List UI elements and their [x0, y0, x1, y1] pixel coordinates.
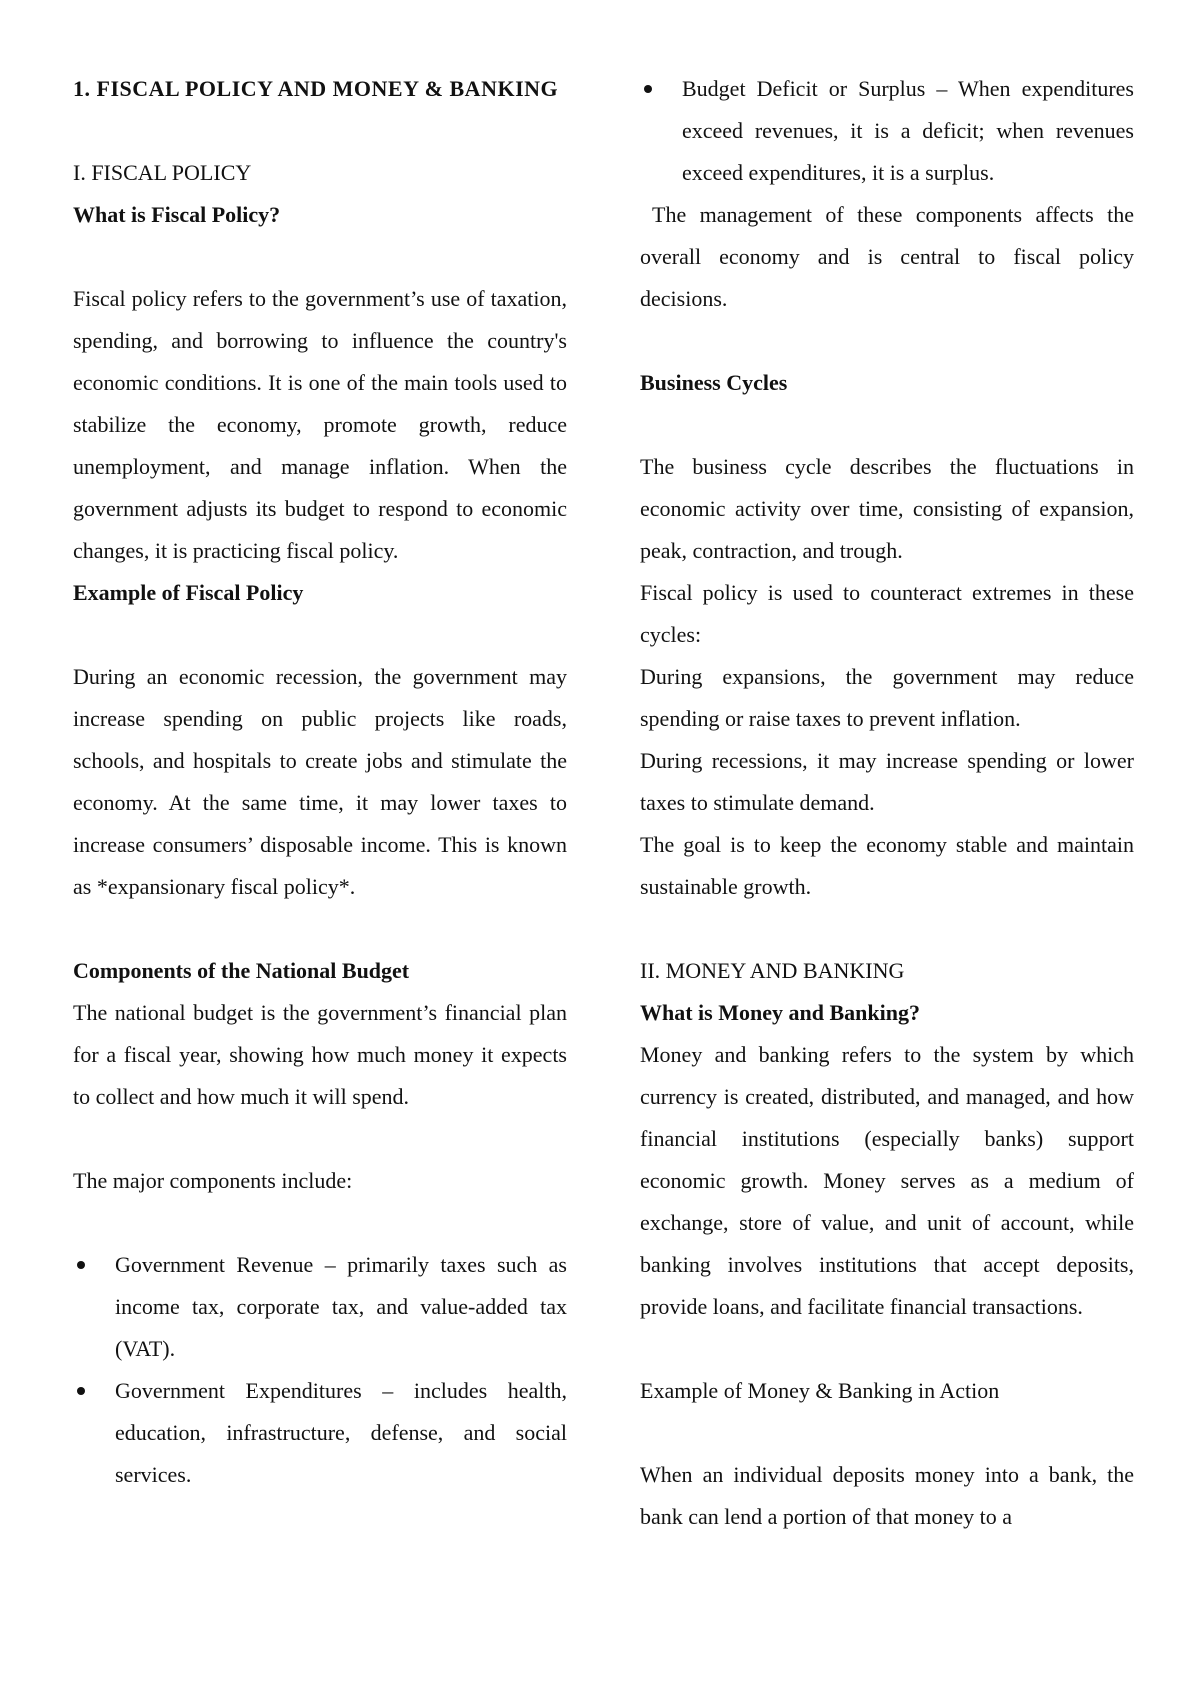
paragraph-fiscal-definition: Fiscal policy refers to the government’s use of taxation, spending, and borrowing to influence the country's economic conditions. It is one of the main tools used to stabilize the economy, promote growth, reduce unemployment, and manage inflation. When the government adjusts its budget to respond to economic changes, it is practicing fiscal policy. — [73, 286, 567, 563]
heading-what-is-money-banking: What is Money and Banking? — [640, 1000, 920, 1025]
paragraph-national-budget: The national budget is the government’s financial plan for a fiscal year, showing how much money it expects to collect and how much it will spend. — [73, 1000, 567, 1109]
bullet-icon — [77, 1261, 85, 1269]
document-title: 1. FISCAL POLICY AND MONEY & BANKING — [73, 76, 559, 101]
section-heading-fiscal-policy: I. FISCAL POLICY — [73, 160, 252, 185]
paragraph-recessions: During recessions, it may increase spending or lower taxes to stimulate demand. — [640, 748, 1134, 815]
paragraph-counteract-extremes: Fiscal policy is used to counteract extremes in these cycles: — [640, 580, 1134, 647]
list-item-text: Government Expenditures – includes health, education, infrastructure, defense, and social services. — [115, 1378, 567, 1487]
paragraph-goal: The goal is to keep the economy stable and maintain sustainable growth. — [640, 832, 1134, 899]
spacer — [73, 110, 567, 152]
section-heading-money-banking: II. MONEY AND BANKING — [640, 958, 905, 983]
spacer — [640, 320, 1134, 362]
spacer — [73, 236, 567, 278]
list-item — [640, 68, 1134, 194]
list-item — [73, 1370, 567, 1496]
list-item-text: Government Revenue – primarily taxes such as income tax, corporate tax, and value-added tax (VAT). — [115, 1252, 567, 1361]
paragraph-money-banking-example: When an individual deposits money into a bank, the bank can lend a portion of that money to a — [640, 1462, 1134, 1529]
spacer — [73, 1118, 567, 1160]
right-column — [640, 68, 1134, 1538]
components-list — [73, 1244, 567, 1496]
spacer — [640, 404, 1134, 446]
bullet-icon — [77, 1387, 85, 1395]
spacer — [73, 1202, 567, 1244]
spacer — [640, 1328, 1134, 1370]
heading-example-fiscal-policy: Example of Fiscal Policy — [73, 580, 304, 605]
bullet-icon — [644, 85, 652, 93]
spacer — [73, 614, 567, 656]
components-list-continued — [640, 68, 1134, 194]
list-item — [73, 1244, 567, 1370]
list-item-text: Budget Deficit or Surplus – When expenditures exceed revenues, it is a deficit; when revenues exceed expenditures, it is a surplus. — [682, 76, 1134, 185]
heading-business-cycles: Business Cycles — [640, 370, 788, 395]
paragraph-budget-management: The management of these components affects the overall economy and is central to fiscal policy decisions. — [640, 202, 1134, 311]
heading-components-budget: Components of the National Budget — [73, 958, 410, 983]
spacer — [640, 1412, 1134, 1454]
paragraph-expansions: During expansions, the government may reduce spending or raise taxes to prevent inflation. — [640, 664, 1134, 731]
heading-what-is-fiscal-policy: What is Fiscal Policy? — [73, 202, 281, 227]
spacer — [640, 908, 1134, 950]
left-column — [73, 68, 567, 1496]
paragraph-money-banking-definition: Money and banking refers to the system by which currency is created, distributed, and managed, and how financial institutions (especially banks) support economic growth. Money serves as a medium of exchange, store of value, and unit of account, while banking involves institutions that accept deposits, provide loans, and facilitate financial transactions. — [640, 1042, 1134, 1319]
paragraph-major-components: The major components include: — [73, 1168, 353, 1193]
paragraph-fiscal-example: During an economic recession, the government may increase spending on public projects like roads, schools, and hospitals to create jobs and stimulate the economy. At the same time, it may lower taxes to increase consumers’ disposable income. This is known as *expansionary fiscal policy*. — [73, 664, 567, 899]
spacer — [73, 908, 567, 950]
paragraph-business-cycle-definition: The business cycle describes the fluctuations in economic activity over time, consisting of expansion, peak, contraction, and trough. — [640, 454, 1134, 563]
heading-example-money-banking: Example of Money & Banking in Action — [640, 1378, 1000, 1403]
